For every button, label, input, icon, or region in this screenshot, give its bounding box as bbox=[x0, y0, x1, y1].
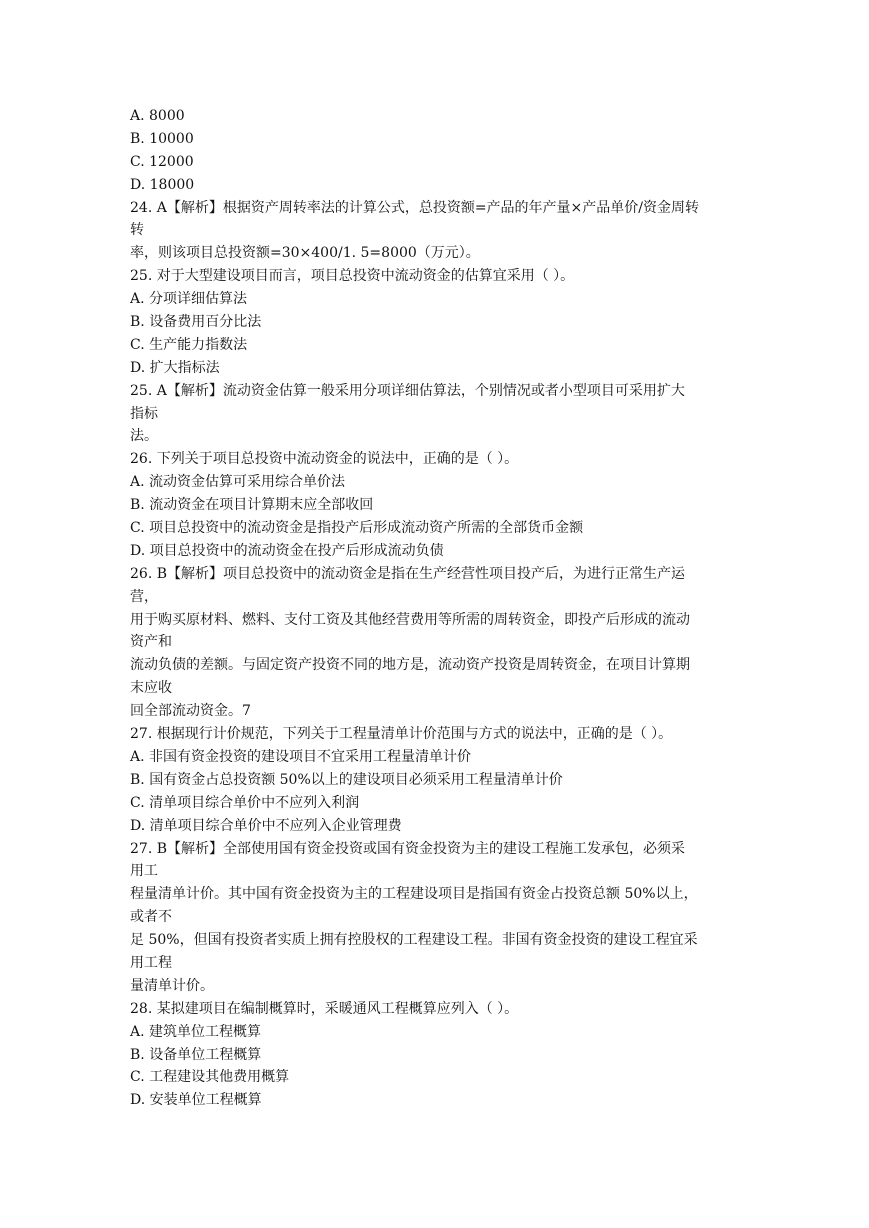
text-line: 25. A【解析】流动资金估算一般采用分项详细估算法，个别情况或者小型项目可采用扩大 bbox=[130, 382, 685, 399]
text-line: 回全部流动资金。7 bbox=[130, 703, 251, 720]
text-line: 26. B【解析】项目总投资中的流动资金是指在生产经营性项目投产后，为进行正常生产运 bbox=[130, 565, 686, 582]
text-line: 末应收 bbox=[130, 680, 172, 697]
text-line: C. 清单项目综合单价中不应列入利润 bbox=[130, 794, 360, 811]
text-line: B. 流动资金在项目计算期末应全部收回 bbox=[130, 497, 374, 514]
text-line: D. 清单项目综合单价中不应列入企业管理费 bbox=[130, 817, 402, 834]
text-line: B. 10000 bbox=[130, 130, 194, 147]
text-line: 28. 某拟建项目在编制概算时，采暖通风工程概算应列入（ ）。 bbox=[130, 1000, 519, 1017]
text-line: 27. B【解析】全部使用国有资金投资或国有资金投资为主的建设工程施工发承包，必须采 bbox=[130, 840, 686, 857]
text-line: D. 安装单位工程概算 bbox=[130, 1092, 262, 1109]
document-page bbox=[130, 105, 750, 1112]
text-line: 转 bbox=[130, 222, 144, 239]
text-line: 27. 根据现行计价规范，下列关于工程量清单计价范围与方式的说法中，正确的是（ ）。 bbox=[130, 726, 673, 743]
text-line: C. 项目总投资中的流动资金是指投产后形成流动资产所需的全部货币金额 bbox=[130, 520, 584, 537]
text-line: B. 设备单位工程概算 bbox=[130, 1046, 262, 1063]
text-line: 足 50%，但国有投资者实质上拥有控股权的工程建设工程。非国有资金投资的建设工程宜采 bbox=[130, 932, 698, 949]
text-line: 法。 bbox=[130, 428, 158, 445]
text-line: 26. 下列关于项目总投资中流动资金的说法中，正确的是（ ）。 bbox=[130, 451, 519, 468]
text-line: 指标 bbox=[130, 405, 158, 422]
text-line: A. 分项详细估算法 bbox=[130, 291, 248, 308]
text-line: B. 设备费用百分比法 bbox=[130, 314, 262, 331]
text-line: 流动负债的差额。与固定资产投资不同的地方是，流动资产投资是周转资金，在项目计算期 bbox=[130, 657, 690, 674]
text-line: 用工程 bbox=[130, 954, 172, 971]
text-line: 营， bbox=[130, 588, 158, 605]
text-line: A. 非国有资金投资的建设项目不宜采用工程量清单计价 bbox=[130, 748, 472, 765]
text-line: 用工 bbox=[130, 863, 158, 880]
text-line: 量清单计价。 bbox=[130, 977, 214, 994]
text-line: D. 项目总投资中的流动资金在投产后形成流动负债 bbox=[130, 542, 444, 559]
text-line: C. 生产能力指数法 bbox=[130, 336, 248, 353]
text-line: A. 8000 bbox=[130, 108, 185, 124]
text-line: C. 12000 bbox=[130, 153, 194, 170]
text-line: D. 扩大指标法 bbox=[130, 359, 220, 376]
text-line: 程量清单计价。其中国有资金投资为主的工程建设项目是指国有资金占投资总额 50%以上， bbox=[130, 886, 698, 903]
text-line: 或者不 bbox=[130, 909, 172, 926]
text-line: 25. 对于大型建设项目而言，项目总投资中流动资金的估算宜采用（ ）。 bbox=[130, 268, 575, 285]
text-line: 24. A【解析】根据资产周转率法的计算公式，总投资额=产品的年产量×产品单价/资金周转 bbox=[130, 199, 700, 216]
text-line: 资产和 bbox=[130, 634, 172, 651]
text-line: 率，则该项目总投资额=30×400/1. 5=8000（万元）。 bbox=[130, 245, 480, 262]
text-line: 用于购买原材料、燃料、支付工资及其他经营费用等所需的周转资金，即投产后形成的流动 bbox=[130, 611, 690, 628]
text-line: A. 流动资金估算可采用综合单价法 bbox=[130, 474, 346, 491]
text-line: D. 18000 bbox=[130, 176, 195, 193]
text-line: B. 国有资金占总投资额 50%以上的建设项目必须采用工程量清单计价 bbox=[130, 771, 563, 788]
text-line: C. 工程建设其他费用概算 bbox=[130, 1069, 290, 1086]
text-line: A. 建筑单位工程概算 bbox=[130, 1023, 262, 1040]
